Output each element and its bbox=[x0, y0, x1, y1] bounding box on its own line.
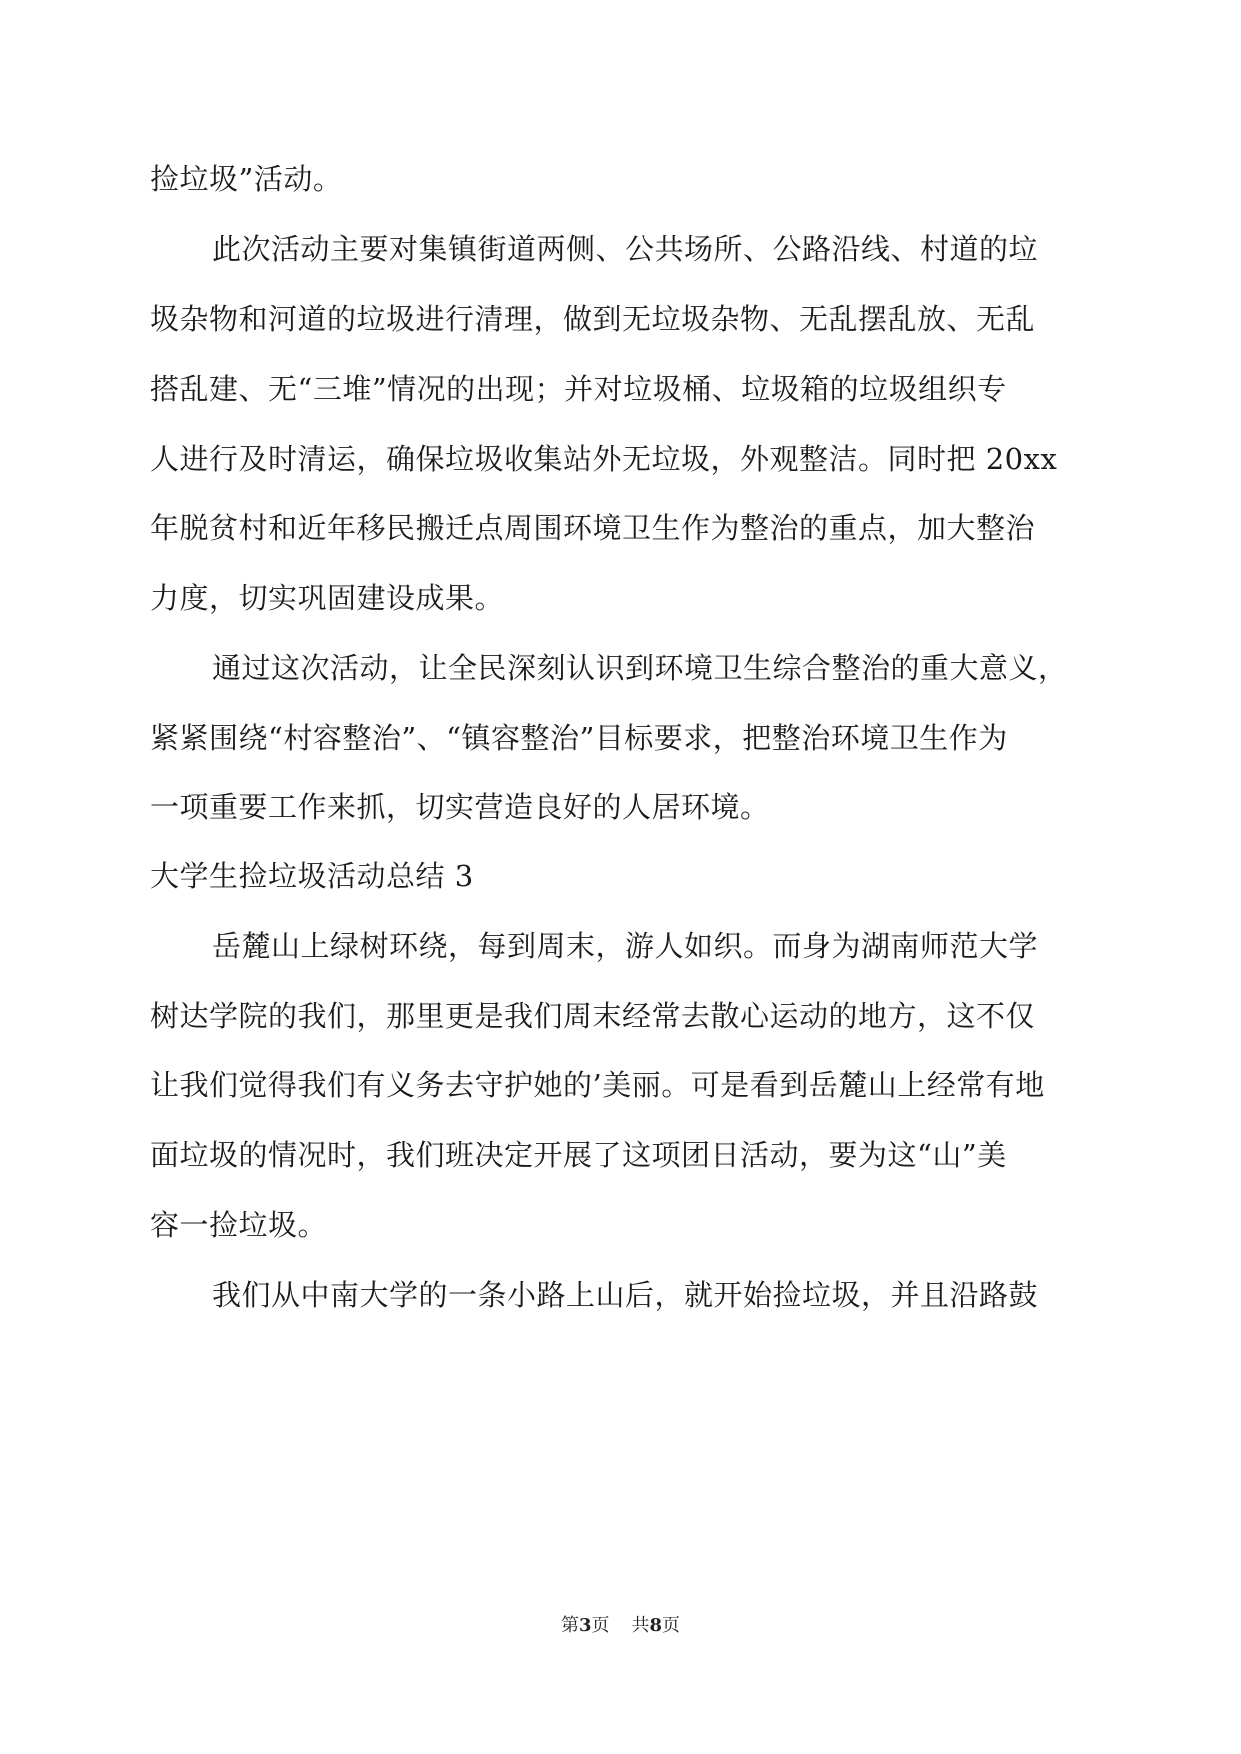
paragraph-line: 捡垃圾”活动。 bbox=[150, 162, 343, 196]
total-label: 页 bbox=[662, 1615, 681, 1636]
paragraph-line: 岳麓山上绿树环绕，每到周末，游人如织。而身为湖南师范大学 bbox=[212, 929, 1039, 963]
paragraph-line: 让我们觉得我们有义务去守护她的’美丽。可是看到岳麓山上经常有地 bbox=[150, 1068, 1045, 1102]
paragraph-line: 人进行及时清运，确保垃圾收集站外无垃圾，外观整洁。同时把 20xx bbox=[150, 442, 1058, 476]
paragraph-line: 一项重要工作来抓，切实营造良好的人居环境。 bbox=[150, 790, 770, 824]
paragraph-line: 容一捡垃圾。 bbox=[150, 1208, 328, 1242]
paragraph-line: 此次活动主要对集镇街道两侧、公共场所、公路沿线、村道的垃 bbox=[212, 232, 1039, 266]
paragraph-line: 面垃圾的情况时，我们班决定开展了这项团日活动，要为这“山”美 bbox=[150, 1138, 1007, 1172]
paragraph-line: 我们从中南大学的一条小路上山后，就开始捡垃圾，并且沿路鼓 bbox=[212, 1278, 1039, 1312]
page-prefix: 第 bbox=[560, 1615, 579, 1636]
section-heading: 大学生捡垃圾活动总结 3 bbox=[150, 859, 474, 893]
page-total: 8 bbox=[649, 1615, 663, 1636]
page-label: 页 bbox=[591, 1615, 610, 1636]
paragraph-line: 力度，切实巩固建设成果。 bbox=[150, 581, 505, 615]
paragraph-line: 圾杂物和河道的垃圾进行清理，做到无垃圾杂物、无乱摆乱放、无乱 bbox=[150, 302, 1036, 336]
paragraph-line: 树达学院的我们，那里更是我们周末经常去散心运动的地方，这不仅 bbox=[150, 999, 1036, 1033]
page-current: 3 bbox=[578, 1615, 592, 1636]
paragraph-line: 搭乱建、无“三堆”情况的出现；并对垃圾桶、垃圾箱的垃圾组织专 bbox=[150, 372, 1007, 406]
paragraph-line: 紧紧围绕“村容整治”、“镇容整治”目标要求，把整治环境卫生作为 bbox=[150, 721, 1008, 755]
paragraph-line: 年脱贫村和近年移民搬迁点周围环境卫生作为整治的重点，加大整治 bbox=[150, 511, 1036, 545]
page-footer bbox=[0, 1614, 1241, 1638]
paragraph-line: 通过这次活动，让全民深刻认识到环境卫生综合整治的重大意义， bbox=[212, 651, 1068, 685]
total-prefix: 共 bbox=[631, 1615, 650, 1636]
